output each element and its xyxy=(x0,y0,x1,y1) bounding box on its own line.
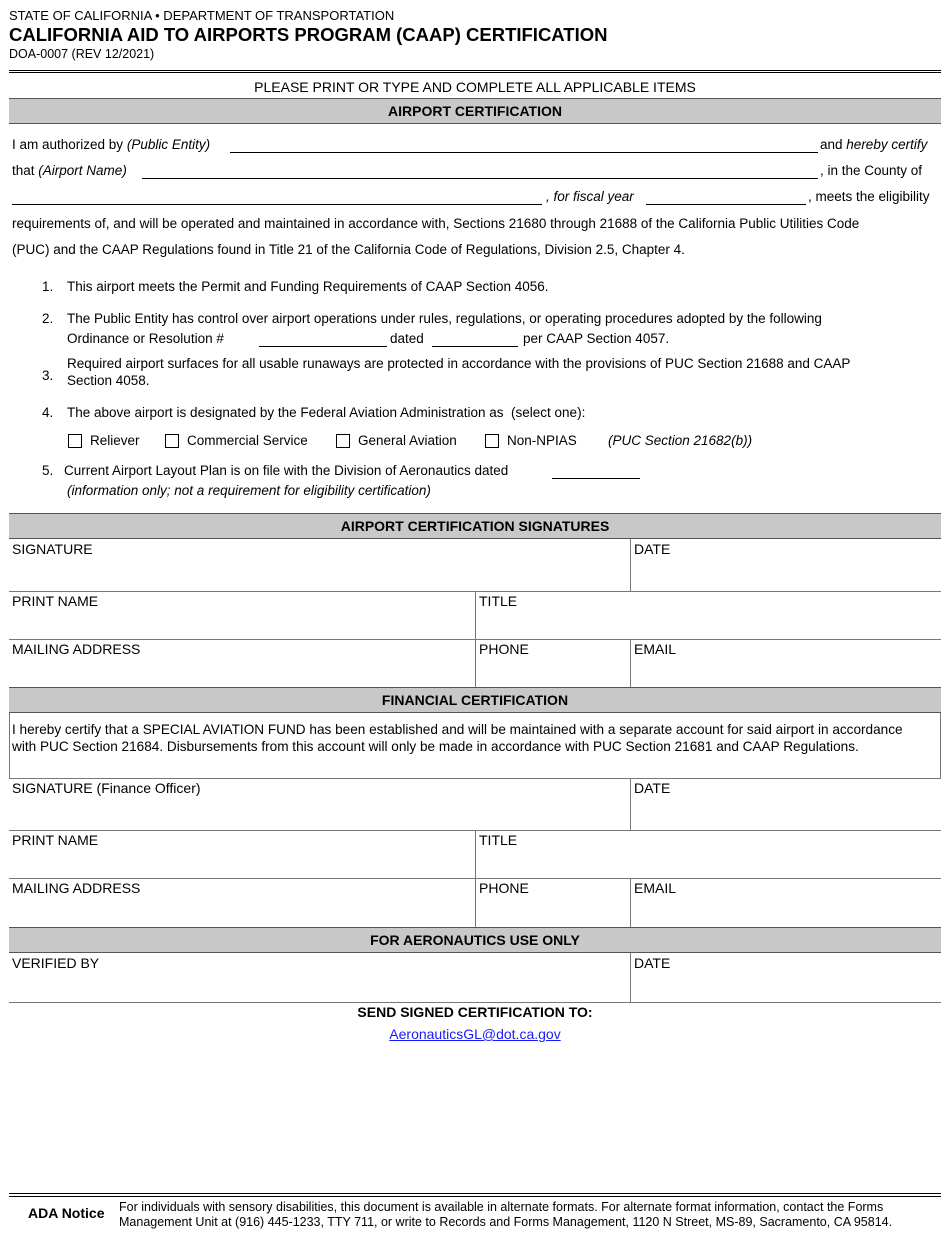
email-label: EMAIL xyxy=(634,641,677,657)
signature-date-label: DATE xyxy=(634,541,671,557)
item-3-text-2: Section 4058. xyxy=(67,373,150,388)
agency-line: STATE OF CALIFORNIA • DEPARTMENT OF TRANSPORTATION xyxy=(9,8,395,23)
footer-rule xyxy=(9,1193,941,1194)
finance-signature-cell[interactable] xyxy=(9,778,631,831)
line1-prefix: I am authorized by (Public Entity) xyxy=(12,137,211,152)
general-aviation-label: General Aviation xyxy=(358,433,457,448)
item-4-number: 4. xyxy=(42,405,54,420)
finance-phone-label: PHONE xyxy=(479,880,529,896)
financial-heading: FINANCIAL CERTIFICATION xyxy=(9,687,941,713)
signature-date-cell[interactable] xyxy=(630,539,941,592)
title-cell[interactable] xyxy=(475,591,941,640)
send-to-email-link[interactable]: AeronauticsGL@dot.ca.gov xyxy=(389,1026,561,1042)
signature-label: SIGNATURE xyxy=(12,541,93,557)
footer-rule-2 xyxy=(9,1196,941,1197)
header-rule-2 xyxy=(9,72,941,73)
finance-date-cell[interactable] xyxy=(630,778,941,831)
ada-notice-text: For individuals with sensory disabilities, this document is available in alternate formats. For alternate format information, contact the Forms Management Unit at (916) 445-1233, TTY 711, or write to Records and Forms Management, 1120 N Street, MS-89, Sacramento, CA 95814. xyxy=(119,1200,893,1229)
regulations-line: (PUC) and the CAAP Regulations found in Title 21 of the California Code of Regulations, Division 2.5, Chapter 4. xyxy=(12,242,685,257)
send-to-label: SEND SIGNED CERTIFICATION TO: xyxy=(357,1004,593,1020)
item-3-number: 3. xyxy=(42,368,54,383)
finance-signature-label: SIGNATURE (Finance Officer) xyxy=(12,780,201,796)
finance-email-label: EMAIL xyxy=(634,880,677,896)
reliever-label: Reliever xyxy=(90,433,140,448)
finance-print-name-label: PRINT NAME xyxy=(12,832,99,848)
item-3-text: Required airport surfaces for all usable runaways are protected in accordance with the provisions of PUC Section 21688 and CAAP xyxy=(67,356,851,371)
line2-prefix: that (Airport Name) xyxy=(12,163,127,178)
general-aviation-checkbox[interactable] xyxy=(336,434,350,448)
non-npias-checkbox[interactable] xyxy=(485,434,499,448)
send-to-email-wrap xyxy=(0,1026,950,1042)
phone-label: PHONE xyxy=(479,641,529,657)
signatures-heading: AIRPORT CERTIFICATION SIGNATURES xyxy=(9,513,941,539)
line1-suffix: and hereby certify xyxy=(820,137,928,152)
verified-by-label: VERIFIED BY xyxy=(12,955,100,971)
finance-mailing-address-label: MAILING ADDRESS xyxy=(12,880,141,896)
form-title: CALIFORNIA AID TO AIRPORTS PROGRAM (CAAP) CERTIFICATION xyxy=(9,24,608,45)
finance-date-label: DATE xyxy=(634,780,671,796)
form-number: DOA-0007 (REV 12/2021) xyxy=(9,47,155,61)
commercial-service-label: Commercial Service xyxy=(187,433,308,448)
mailing-address-cell[interactable] xyxy=(9,639,476,688)
requirements-line: requirements of, and will be operated and maintained in accordance with, Sections 21680 through 21688 of the California Public Utilities Code xyxy=(12,216,860,231)
finance-phone-cell[interactable] xyxy=(475,878,631,928)
layout-plan-date-field[interactable] xyxy=(552,478,640,479)
financial-paragraph: I hereby certify that a SPECIAL AVIATION FUND has been established and will be maintained with a separate account for said airport in accordance with PUC Section 21684. Disbursements from this account will only be made in accordance with PUC Section 21681 and CAAP Regulations. xyxy=(12,722,903,754)
item-2-number: 2. xyxy=(42,311,54,326)
ordinance-label: Ordinance or Resolution # xyxy=(67,331,224,346)
item-2-text: The Public Entity has control over airport operations under rules, regulations, or operating procedures adopted by the following xyxy=(67,311,822,326)
verified-date-label: DATE xyxy=(634,955,671,971)
ordinance-date-field[interactable] xyxy=(432,346,518,347)
item-1-number: 1. xyxy=(42,279,54,294)
finance-print-name-cell[interactable] xyxy=(9,830,476,879)
item-5-text: Current Airport Layout Plan is on file with the Division of Aeronautics dated xyxy=(64,463,509,478)
airport-certification-heading: AIRPORT CERTIFICATION xyxy=(9,98,941,124)
per-caap-label: per CAAP Section 4057. xyxy=(523,331,670,346)
aeronautics-heading: FOR AERONAUTICS USE ONLY xyxy=(9,927,941,953)
finance-title-label: TITLE xyxy=(479,832,518,848)
email-cell[interactable] xyxy=(630,639,941,688)
non-npias-label: Non-NPIAS xyxy=(507,433,577,448)
commercial-service-checkbox[interactable] xyxy=(165,434,179,448)
signature-cell[interactable] xyxy=(9,539,631,592)
designation-reference: (PUC Section 21682(b)) xyxy=(608,433,753,448)
dated-label: dated xyxy=(390,331,424,346)
ordinance-number-field[interactable] xyxy=(259,346,387,347)
line2-suffix: , in the County of xyxy=(820,163,923,178)
reliever-checkbox[interactable] xyxy=(68,434,82,448)
county-field[interactable] xyxy=(12,204,542,205)
print-name-label: PRINT NAME xyxy=(12,593,99,609)
ada-notice-label: ADA Notice xyxy=(28,1205,105,1221)
verified-date-cell[interactable] xyxy=(630,953,941,1003)
item-5-note: (information only; not a requirement for eligibility certification) xyxy=(67,483,431,498)
verified-by-cell[interactable] xyxy=(9,953,631,1003)
header-rule xyxy=(9,70,941,71)
fiscal-year-label: , for fiscal year xyxy=(546,189,634,204)
finance-email-cell[interactable] xyxy=(630,878,941,928)
item-4-text: The above airport is designated by the Federal Aviation Administration as (select one): xyxy=(67,405,586,420)
item-1-text: This airport meets the Permit and Funding Requirements of CAAP Section 4056. xyxy=(67,279,549,294)
phone-cell[interactable] xyxy=(475,639,631,688)
print-name-cell[interactable] xyxy=(9,591,476,640)
finance-title-cell[interactable] xyxy=(475,830,941,879)
instructions: PLEASE PRINT OR TYPE AND COMPLETE ALL APPLICABLE ITEMS xyxy=(254,79,696,95)
line3-suffix: , meets the eligibility xyxy=(808,189,930,204)
fiscal-year-field[interactable] xyxy=(646,204,806,205)
finance-mailing-address-cell[interactable] xyxy=(9,878,476,928)
title-label: TITLE xyxy=(479,593,518,609)
mailing-address-label: MAILING ADDRESS xyxy=(12,641,141,657)
item-5-number: 5. xyxy=(42,463,54,478)
public-entity-field[interactable] xyxy=(230,152,818,153)
airport-name-field[interactable] xyxy=(142,178,818,179)
